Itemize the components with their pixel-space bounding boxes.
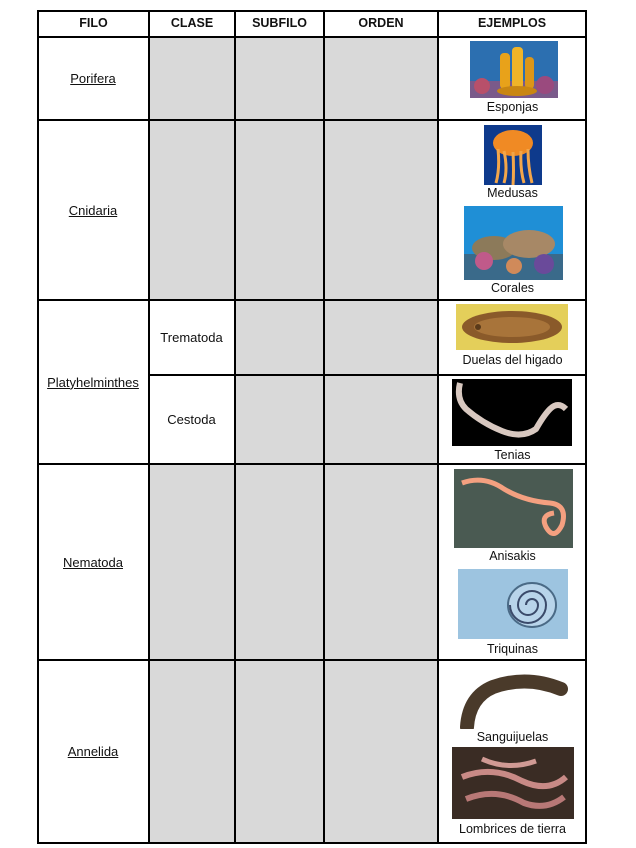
filo-porifera: Porifera xyxy=(70,71,116,86)
example-cell-cestoda xyxy=(439,376,586,463)
table-border-bottom xyxy=(37,842,587,844)
filo-cnidaria: Cnidaria xyxy=(68,202,118,218)
header-clase: CLASE xyxy=(170,16,214,30)
anisakis-image xyxy=(454,469,573,548)
clase-empty-cell xyxy=(150,661,234,842)
clase-empty-cell xyxy=(150,465,234,659)
example-caption: Medusas xyxy=(487,186,538,200)
clase-trematoda: Trematoda xyxy=(160,330,223,345)
header-subfilo: SUBFILO xyxy=(252,16,307,30)
example-cell-annelida xyxy=(439,661,586,842)
example-caption: Triquinas xyxy=(487,642,538,656)
leech-image xyxy=(457,667,570,729)
earthworm-image xyxy=(452,747,574,819)
column-divider xyxy=(323,10,325,844)
example-cell-porifera xyxy=(439,38,586,119)
filo-nematoda: Nematoda xyxy=(63,554,123,570)
example-caption: Esponjas xyxy=(486,100,539,114)
header-orden: ORDEN xyxy=(358,16,404,30)
tapeworm-image xyxy=(452,379,572,446)
example-caption: Duelas del higado xyxy=(462,353,563,367)
example-caption: Sanguijuelas xyxy=(476,730,549,744)
trichinella-image xyxy=(458,569,568,639)
subfilo-empty-column xyxy=(236,38,323,842)
example-cell-nematoda xyxy=(439,465,586,659)
coral-image xyxy=(464,206,563,280)
sponge-image xyxy=(470,41,558,98)
column-divider xyxy=(234,10,236,844)
example-cell-trematoda xyxy=(439,301,586,374)
header-ejemplos: EJEMPLOS xyxy=(477,16,547,30)
example-caption: Tenias xyxy=(494,448,531,462)
example-cell-cnidaria xyxy=(439,121,586,299)
clase-cestoda: Cestoda xyxy=(167,412,216,427)
example-caption: Anisakis xyxy=(489,549,536,563)
clase-empty-cell xyxy=(150,38,234,119)
filo-annelida: Annelida xyxy=(67,744,119,759)
filo-platyhelminthes: Platyhelminthes xyxy=(47,374,139,390)
example-caption: Lombrices de tierra xyxy=(459,822,566,836)
header-filo: FILO xyxy=(79,16,108,30)
orden-empty-column xyxy=(325,38,437,842)
clase-empty-cell xyxy=(150,121,234,299)
example-caption: Corales xyxy=(490,281,535,295)
liver-fluke-image xyxy=(456,304,568,350)
jellyfish-image xyxy=(484,125,542,185)
